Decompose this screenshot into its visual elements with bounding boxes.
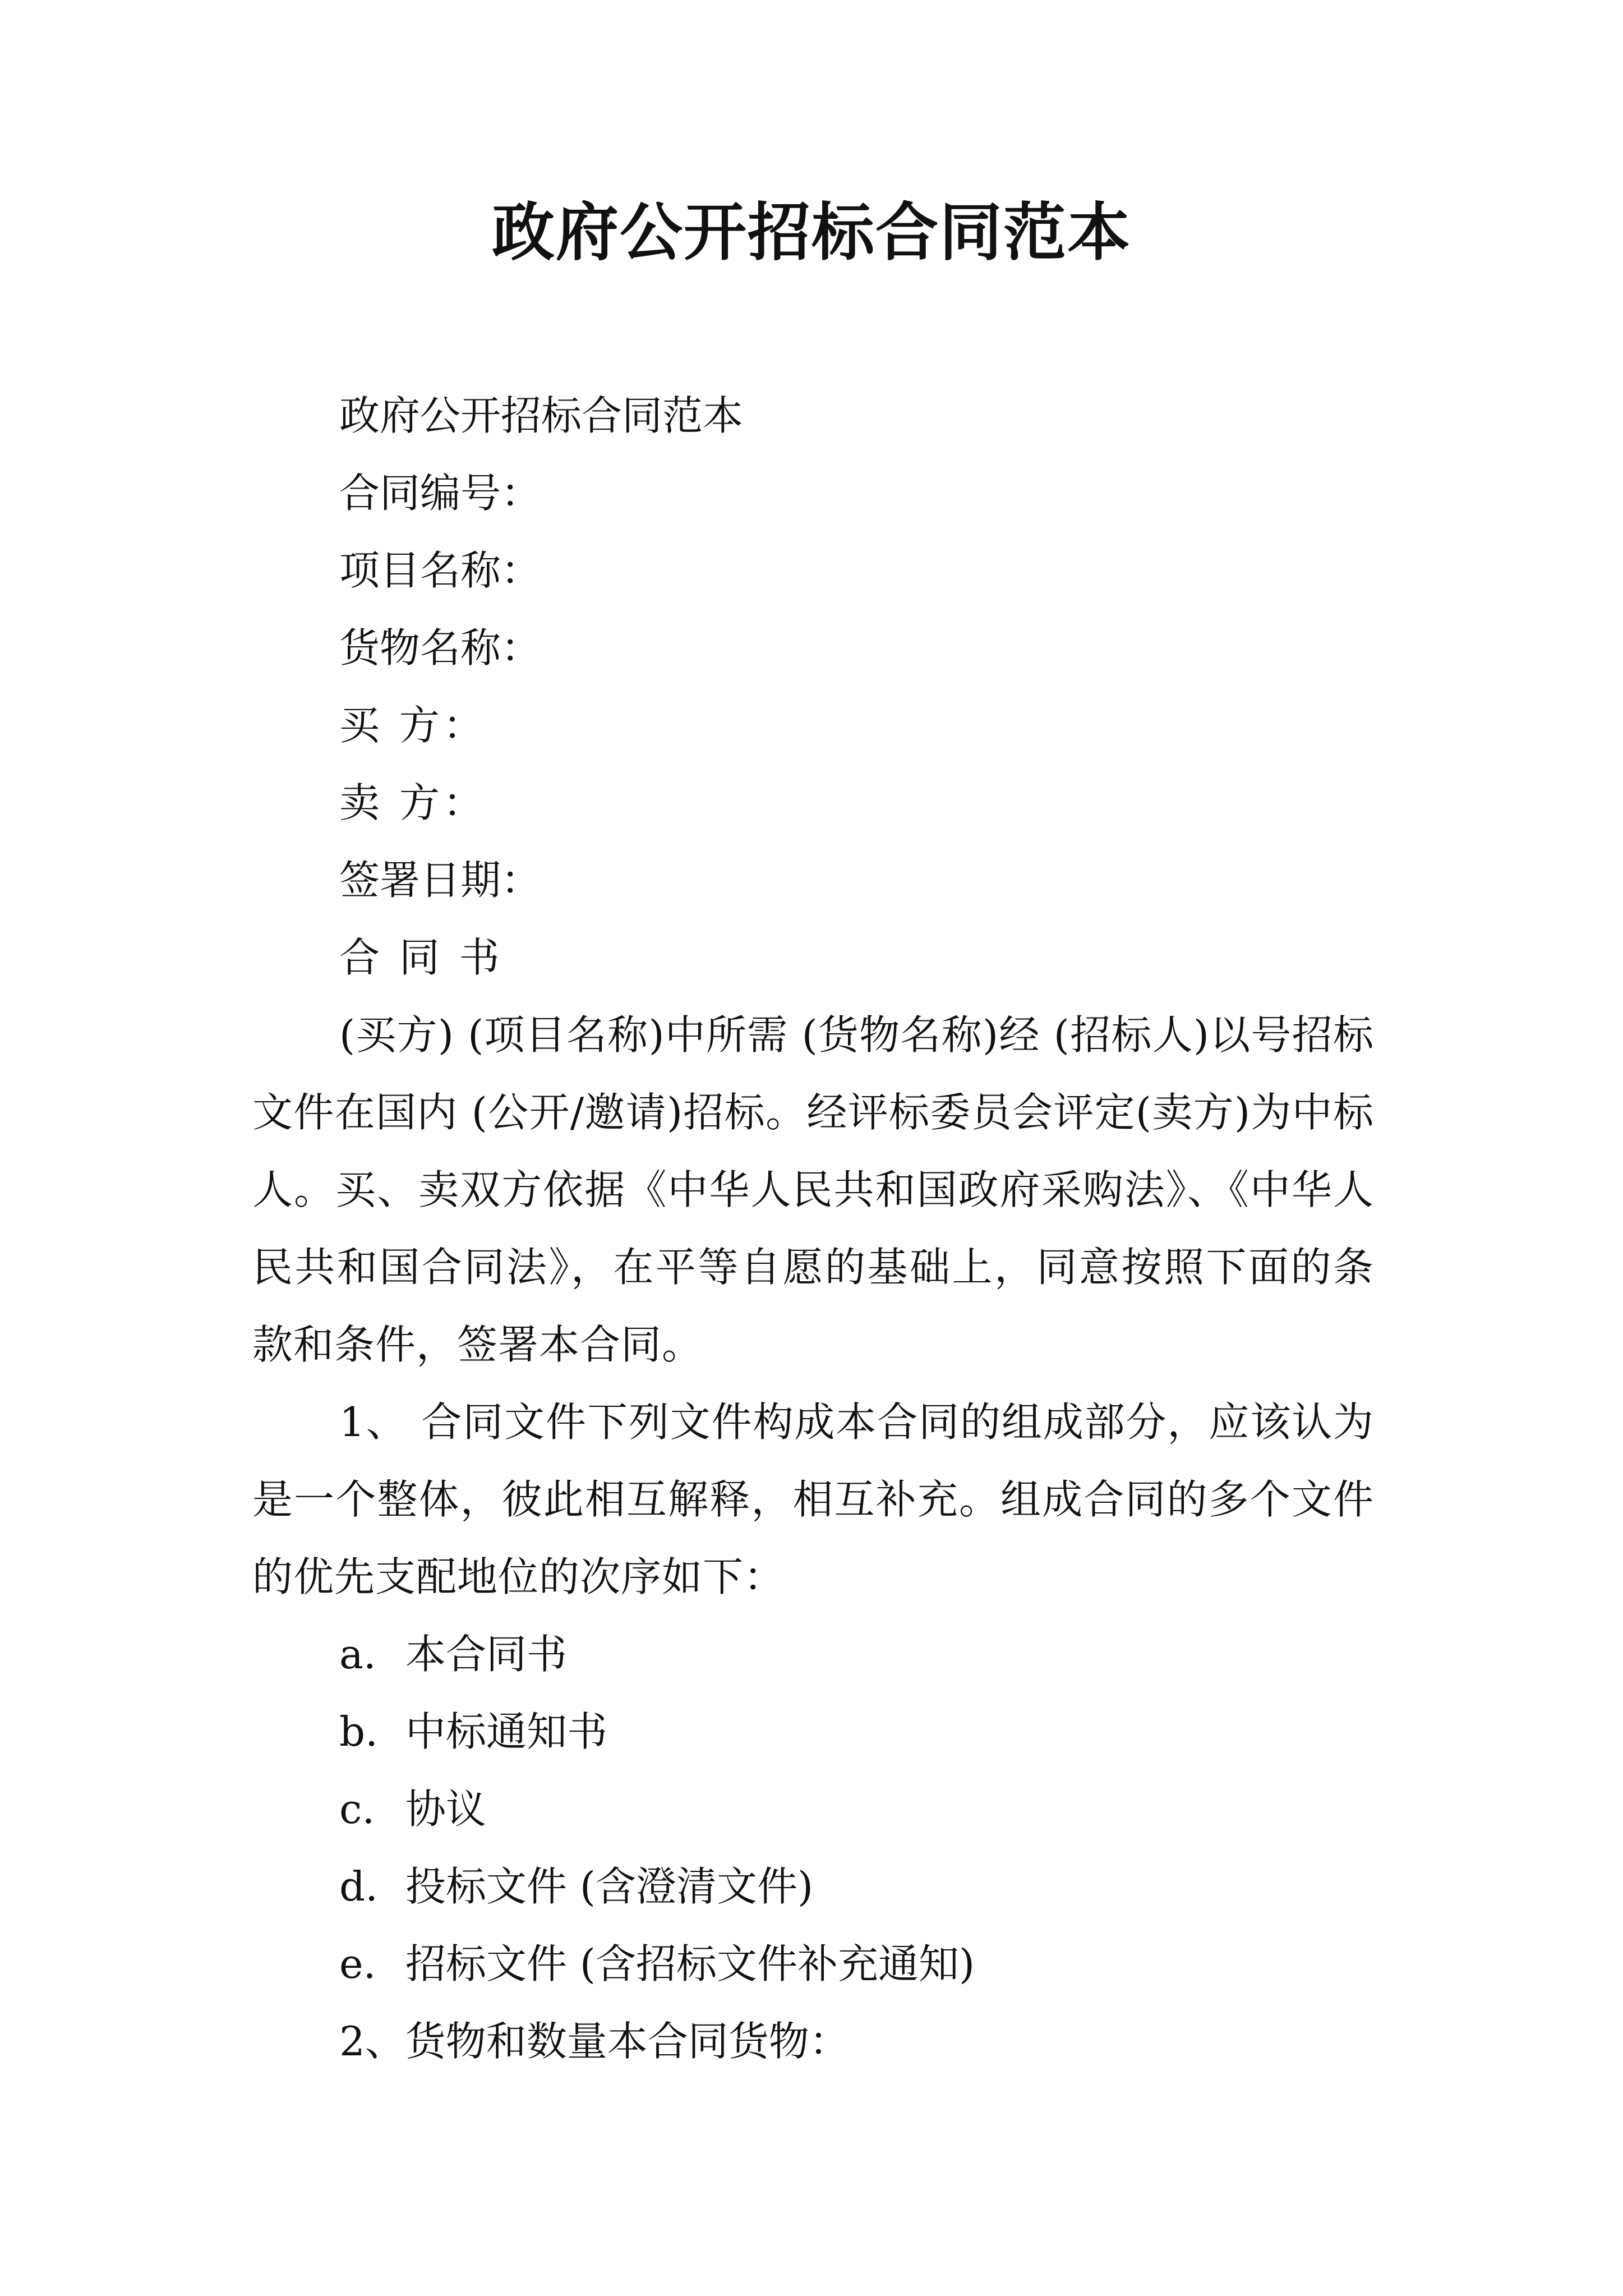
field-goods-name: 货物名称： — [339, 624, 542, 671]
list-item — [252, 1616, 1374, 1693]
list-text: 投标文件 (含澄清文件) — [405, 1863, 814, 1910]
list-marker: c. — [339, 1786, 375, 1833]
clause-2: 2、货物和数量本合同货物： — [339, 2018, 850, 2065]
document-title: 政府公开招标合同范本 — [492, 196, 1131, 269]
list-text: 本合同书 — [405, 1631, 568, 1678]
list-item — [252, 1925, 1374, 2003]
list-text: 招标文件 (含招标文件补充通知) — [405, 1940, 975, 1987]
list-marker: d. — [339, 1863, 378, 1910]
document-subtitle: 政府公开招标合同范本 — [339, 392, 744, 439]
document-body — [252, 377, 1374, 2080]
field-contract-no: 合同编号： — [339, 470, 542, 517]
list-item — [252, 1693, 1374, 1770]
field-sign-date: 签署日期： — [339, 857, 542, 904]
list-marker: b. — [339, 1708, 378, 1755]
section-heading: 合 同 书 — [339, 934, 503, 981]
list-text: 协议 — [405, 1786, 487, 1833]
list-marker: a. — [339, 1631, 376, 1678]
list-text: 中标通知书 — [405, 1708, 608, 1755]
list-item — [252, 1770, 1374, 1848]
list-marker: e. — [339, 1940, 376, 1987]
field-seller: 卖 方： — [339, 779, 487, 826]
list-item — [252, 1848, 1374, 1925]
field-buyer: 买 方： — [339, 702, 487, 749]
field-project-name: 项目名称： — [339, 547, 542, 594]
clause-1: 1、 合同文件下列文件构成本合同的组成部分，应该认为是一个整体，彼此相互解释，相互补充。组成合同的多个文件的优先支配地位的次序如下： — [252, 1398, 1374, 1600]
intro-paragraph: (买方) (项目名称)中所需 (货物名称)经 (招标人)以号招标文件在国内 (公开/邀请)招标。经评标委员会评定(卖方)为中标人。买、卖双方依据《中华人民共和国政府采购法》、《中华人民共和国合同法》，在平等自愿的基础上，同意按照下面的条款和条件，签署本合同。 — [252, 1011, 1374, 1368]
